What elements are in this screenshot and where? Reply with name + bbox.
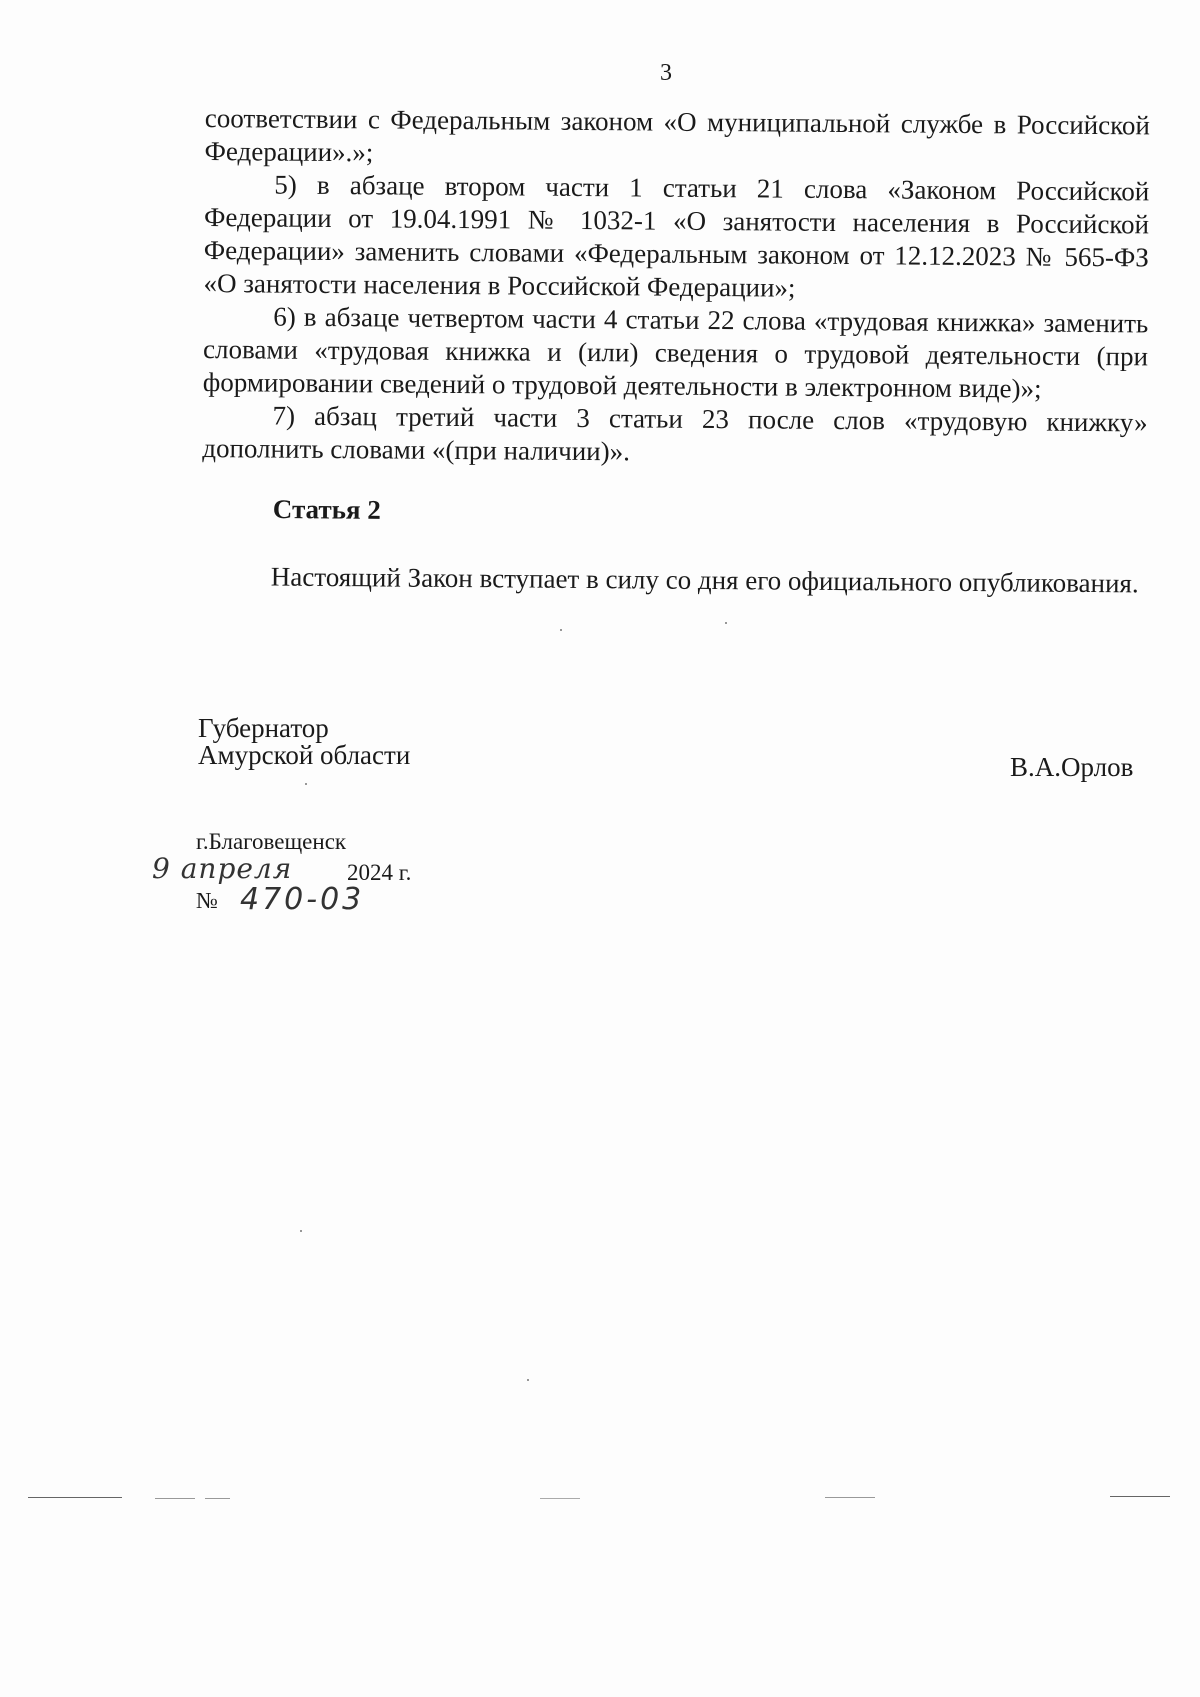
scan-artifact-line bbox=[825, 1497, 875, 1498]
scan-artifact-line bbox=[205, 1498, 230, 1499]
scan-artifact-line bbox=[540, 1498, 580, 1499]
handwritten-number: 470-03 bbox=[240, 882, 365, 917]
page-number: 3 bbox=[660, 60, 672, 86]
scan-artifact-dot bbox=[300, 1230, 302, 1232]
scan-artifact-dot bbox=[527, 1379, 529, 1381]
signer-position bbox=[198, 715, 410, 769]
scan-artifact-line bbox=[28, 1497, 122, 1498]
signer-name: В.А.Орлов bbox=[1010, 752, 1134, 782]
amendment-item-6: 6) в абзаце четвертом части 4 статьи 22 слова «трудовая книжка» заменить словами «трудовая книжка и (или) сведения о трудовой деятельности (при формировании сведений о трудовой деятельности в электронном виде)»; bbox=[202, 301, 1149, 404]
scan-artifact-dot bbox=[725, 622, 727, 624]
signing-place: г.Благовещенск bbox=[196, 829, 347, 854]
law-number bbox=[196, 882, 456, 922]
number-sign: № bbox=[196, 888, 218, 913]
amendment-list bbox=[202, 102, 1150, 472]
amendment-item-7: 7) абзац третий части 3 статьи 23 после слов «трудовую книжку» дополнить словами «(при наличии)». bbox=[202, 400, 1148, 467]
scan-artifact-line bbox=[1110, 1496, 1170, 1497]
amendment-item-5: 5) в абзаце втором части 1 статьи 21 слова «Законом Российской Федерации от 19.04.1991 № 1032-1 «О занятости населения в Российской Федерации» заменить словами «Федеральным законом от 12.12.2023 № 565-ФЗ «О занятости населения в Российской Федерации»; bbox=[203, 169, 1150, 303]
signer-position-line1: Губернатор bbox=[198, 713, 329, 743]
article-text: Настоящий Закон вступает в силу со дня его официального опубликования. bbox=[270, 561, 1139, 599]
paragraph-continuation: соответствии с Федеральным законом «О муниципальной службе в Российской Федерации».»; bbox=[204, 102, 1150, 168]
scan-artifact-dot bbox=[305, 783, 307, 785]
scan-artifact-dot bbox=[560, 629, 562, 631]
handwritten-date: 9 апреля bbox=[152, 852, 293, 885]
signer-position-line2: Амурской области bbox=[198, 740, 411, 770]
date-year: 2024 г. bbox=[347, 860, 412, 885]
scan-artifact-line bbox=[155, 1498, 195, 1499]
article-heading: Статья 2 bbox=[272, 494, 381, 525]
